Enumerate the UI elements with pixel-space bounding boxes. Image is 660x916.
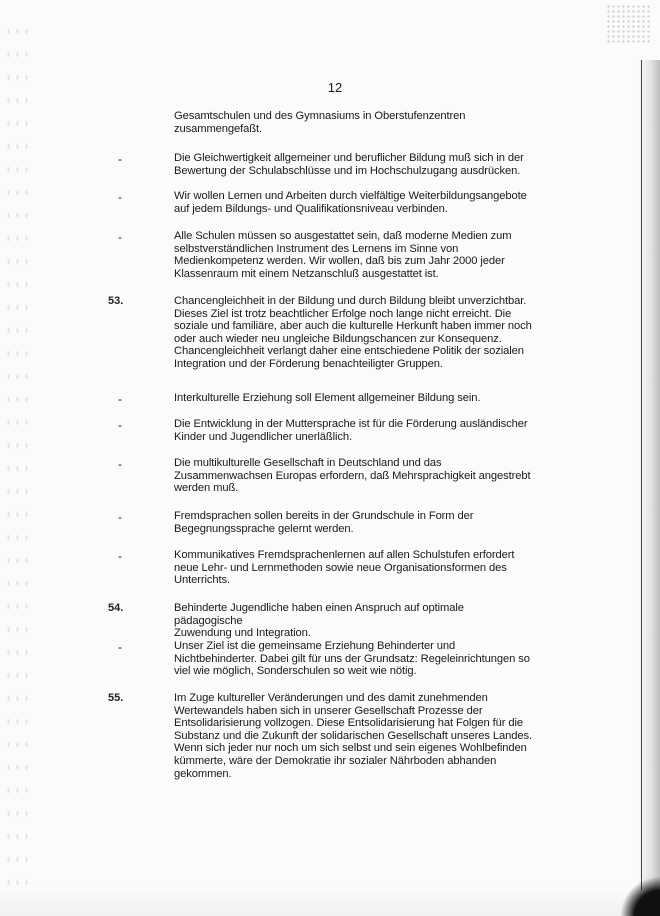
scan-speckle bbox=[4, 20, 28, 890]
bullet-dash: - bbox=[118, 510, 122, 524]
paragraph-text: Wir wollen Lernen und Arbeiten durch vielfältige Weiterbildungsangebote auf jedem Bildungs- und Qualifikationsniveau verbinden. bbox=[174, 190, 527, 215]
paragraph-number: 55. bbox=[108, 692, 124, 704]
bullet-dash: - bbox=[118, 152, 122, 166]
paragraph-text: Behinderte Jugendliche haben einen Anspruch auf optimale pädagogische Zuwendung und Integration. bbox=[174, 602, 464, 640]
scan-corner-noise bbox=[606, 4, 652, 44]
bullet-dash: - bbox=[118, 392, 122, 406]
bottom-shadow bbox=[0, 886, 660, 916]
page-number: 12 bbox=[327, 80, 343, 95]
bullet-dash: - bbox=[118, 190, 122, 204]
bullet-dash: - bbox=[118, 640, 122, 654]
scan-corner-dark bbox=[620, 876, 660, 916]
bullet-dash: - bbox=[118, 418, 122, 432]
paragraph-text: Die Entwicklung in der Muttersprache ist für die Förderung ausländischer Kinder und Jugendlicher unerläßlich. bbox=[174, 418, 528, 443]
paragraph-text: Die multikulturelle Gesellschaft in Deutschland und das Zusammenwachsen Europas erfordern, daß Mehrsprachigkeit angestrebt werden muß. bbox=[174, 457, 531, 495]
bullet-dash: - bbox=[118, 457, 122, 471]
paragraph-text: Gesamtschulen und des Gymnasiums in Oberstufenzentren zusammengefaßt. bbox=[174, 110, 466, 135]
paragraph-text: Die Gleichwertigkeit allgemeiner und beruflicher Bildung muß sich in der Bewertung der Schulabschlüsse und im Hochschulzugang ausdrücken. bbox=[174, 152, 524, 177]
paragraph-text: Chancengleichheit in der Bildung und durch Bildung bleibt unverzichtbar. Dieses Ziel ist trotz beachtlicher Erfolge noch lange nicht erreicht. Die soziale und familiäre, aber auch die kulturelle Herkunft haben immer noch oder auch wieder neu ungleiche Bildungschancen zur Konsequenz. Chancengleichheit verlangt daher eine entschiedene Politik der sozialen Integration und der Förderung benachteiligter Gruppen. bbox=[174, 295, 532, 370]
paragraph-number: 54. bbox=[108, 602, 124, 614]
paragraph-text: Fremdsprachen sollen bereits in der Grundschule in Form der Begegnungssprache gelernt werden. bbox=[174, 510, 474, 535]
page-edge-line bbox=[641, 60, 642, 890]
paragraph-text: Unser Ziel ist die gemeinsame Erziehung Behinderter und Nichtbehinderter. Dabei gilt für uns der Grundsatz: Regeleinrichtungen so viel wie möglich, Sonderschulen so weit wie nötig. bbox=[174, 640, 530, 678]
paragraph-number: 53. bbox=[108, 295, 124, 307]
paragraph-text: Alle Schulen müssen so ausgestattet sein, daß moderne Medien zum selbstverständlichen Instrument des Lernens im Sinne von Medienkompetenz werden. Wir wollen, daß bis zum Jahr 2000 jeder Klassenraum mit einem Netzanschluß ausgestattet ist. bbox=[174, 230, 512, 280]
paragraph-text: Im Zuge kultureller Veränderungen und des damit zunehmenden Wertewandels haben sich in unserer Gesellschaft Prozesse der Entsolidarisierung vollzogen. Diese Entsolidarisierung hat Folgen für die Substanz und die Zukunft der solidarischen Gesellschaft unseres Landes. Wenn sich jeder nur noch um sich selbst und sein eigenes Wohlbefinden kümmerte, wäre der Demokratie ihr sozialer Nährboden abhanden gekommen. bbox=[174, 692, 532, 780]
paragraph-text: Kommunikatives Fremdsprachenlernen auf allen Schulstufen erfordert neue Lehr- und Lernmethoden sowie neue Organisationsformen des Unterrichts. bbox=[174, 549, 515, 587]
bullet-dash: - bbox=[118, 549, 122, 563]
bullet-dash: - bbox=[118, 230, 122, 244]
paragraph-text: Interkulturelle Erziehung soll Element allgemeiner Bildung sein. bbox=[174, 392, 481, 404]
